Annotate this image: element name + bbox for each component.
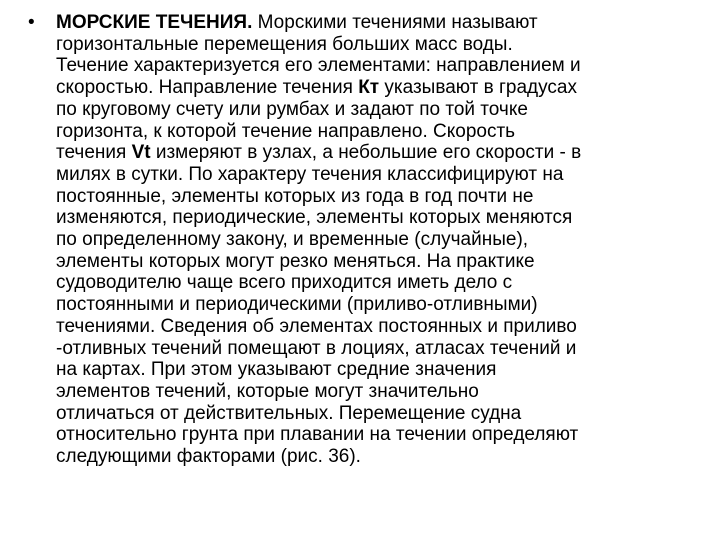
- text-run: по круговому счету или румбах и задают по той точке: [56, 98, 528, 120]
- bold-text-run: Vt: [131, 142, 151, 164]
- text-line: [56, 142, 696, 164]
- text-line: [56, 272, 696, 294]
- bold-text-run: МОРСКИЕ ТЕЧЕНИЯ.: [56, 12, 253, 33]
- text-line: [56, 338, 696, 360]
- text-run: Морскими течениями называют: [252, 12, 538, 33]
- text-run: изменяются, периодические, элементы которых меняются: [56, 207, 573, 229]
- text-line: [56, 12, 696, 34]
- text-run: течениями. Сведения об элементах постоянных и приливо: [56, 315, 577, 337]
- text-line: [56, 164, 696, 186]
- text-run: элементов течений, которые могут значительно: [56, 380, 479, 402]
- text-line: [56, 359, 696, 381]
- text-line: [56, 403, 696, 425]
- text-line: [56, 294, 696, 316]
- bullet-marker: •: [28, 12, 35, 33]
- text-line: [56, 316, 696, 338]
- text-run: Течение характеризуется его элементами: направлением и: [56, 55, 581, 77]
- text-run: горизонта, к которой течение направлено. Скорость: [56, 120, 516, 142]
- text-line: [56, 55, 696, 77]
- text-line: [56, 207, 696, 229]
- bold-text-run: Кт: [358, 77, 380, 99]
- text-line: [56, 186, 696, 208]
- bullet-item: [28, 12, 708, 468]
- text-line: [56, 34, 696, 56]
- text-run: измеряют в узлах, а небольшие его скорости - в: [150, 142, 582, 164]
- text-line: [56, 121, 696, 143]
- text-run: -отливных течений помещают в лоциях, атласах течений и: [56, 337, 577, 359]
- text-line: [56, 446, 696, 468]
- text-run: течения: [56, 142, 132, 164]
- text-run: следующими факторами (рис. 36).: [56, 446, 361, 468]
- text-line: [56, 251, 696, 273]
- text-run: указывают в градусах: [379, 77, 577, 99]
- text-run: по определенному закону, и временные (случайные),: [56, 229, 529, 251]
- text-line: [56, 381, 696, 403]
- text-run: постоянные, элементы которых из года в год почти не: [56, 185, 534, 207]
- text-run: скоростью. Направление течения: [56, 77, 359, 99]
- text-line: [56, 99, 696, 121]
- text-run: милях в сутки. По характеру течения классифицируют на: [56, 163, 564, 185]
- text-run: на картах. При этом указывают средние значения: [56, 359, 497, 381]
- text-line: [56, 424, 696, 446]
- text-run: судоводителю чаще всего приходится иметь дело с: [56, 272, 513, 294]
- text-run: постоянными и периодическими (приливо-отливными): [56, 294, 538, 316]
- text-run: элементы которых могут резко меняться. На практике: [56, 250, 535, 272]
- body-paragraph: [56, 12, 696, 468]
- text-run: горизонтальные перемещения больших масс воды.: [56, 33, 513, 55]
- text-run: относительно грунта при плавании на течении определяют: [56, 424, 579, 446]
- text-line: [56, 77, 696, 99]
- text-run: отличаться от действительных. Перемещение судна: [56, 402, 522, 424]
- text-line: [56, 229, 696, 251]
